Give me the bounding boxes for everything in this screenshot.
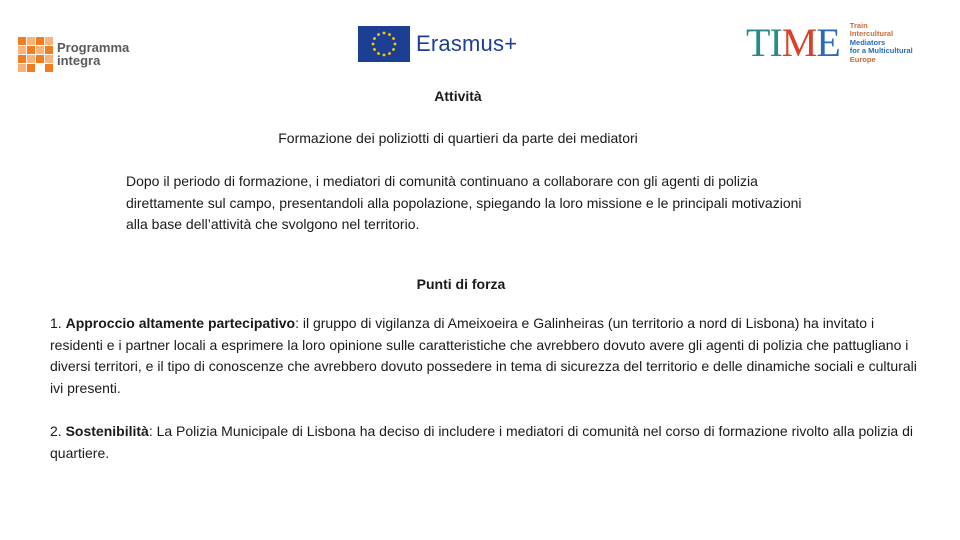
time-tagline-line: Train [849,20,868,30]
time-tagline-line: Intercultural [849,29,894,39]
eu-star-icon [373,48,376,51]
eu-star-icon [388,33,391,36]
time-project-logo [746,18,913,68]
time-tagline-line: Mediators [849,37,886,47]
integra-line1: Programma [57,40,130,55]
time-tagline [850,22,913,65]
eu-flag-icon [358,26,410,62]
integra-wordmark [57,41,129,67]
eu-star-icon [377,52,380,55]
eu-star-icon [388,52,391,55]
eu-star-icon [392,48,395,51]
programma-integra-logo [18,36,129,72]
section-subtitle: Formazione dei poliziotti di quartieri da parte dei mediatori [278,130,638,146]
eu-star-icon [394,43,397,46]
eu-star-icon [383,32,386,35]
point-text: : il gruppo di vigilanza di Ameixoeira e Galinheiras (un territorio a nord di Lisbona) ha invitato i residenti e i partner locali a esprimere la loro opinione sulle caratteristiche che avrebbero dovuto avere gli agenti di polizia che pattugliano i diversi territori, e il tipo di conoscenze che avrebbero dovuto possedere in tema di sicurezza del territorio e delle dinamiche sociali e culturali ivi presenti. [50,315,917,396]
point-number: 2. [50,423,62,439]
integra-line2: integra [57,53,101,68]
time-tagline-line: for a Multicultural [849,46,913,56]
strength-point-1 [50,313,930,399]
point-label: Approccio altamente partecipativo [65,315,296,331]
strengths-title: Punti di forza [416,276,506,292]
time-tagline-line: Europe [849,54,876,64]
section-title: Attività [434,88,482,104]
erasmus-plus-logo [358,26,517,62]
eu-star-icon [377,33,380,36]
intro-paragraph: Dopo il periodo di formazione, i mediatori di comunità continuano a collaborare con gli agenti di polizia direttamente sul campo, presentandoli alla popolazione, spiegando la loro missione e le principali motivazioni alla base dell’attività che svolgono nel territorio. [126,173,802,232]
strength-point-2 [50,421,930,464]
eu-star-icon [372,43,375,46]
point-label: Sostenibilità [65,423,149,439]
erasmus-wordmark: Erasmus+ [416,31,518,56]
time-wordmark: TIME [746,20,840,65]
point-number: 1. [50,315,62,331]
eu-star-icon [373,37,376,40]
eu-star-icon [392,37,395,40]
eu-star-icon [383,54,386,57]
integra-mark-icon [18,37,53,72]
point-text: : La Polizia Municipale di Lisbona ha deciso di includere i mediatori di comunità nel corso di formazione rivolto alla polizia di quartiere. [50,423,913,461]
